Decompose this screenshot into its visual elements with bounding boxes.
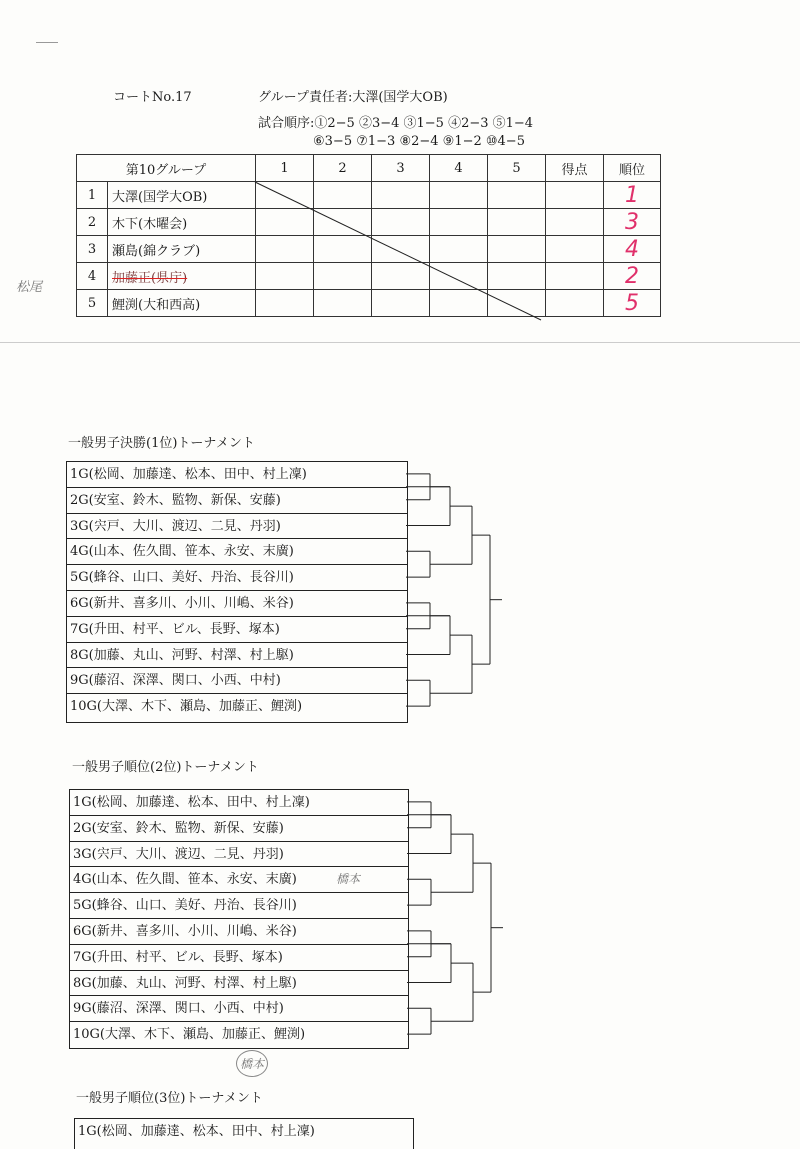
col-header: 5 bbox=[488, 155, 546, 182]
bracket-entry: 4G(山本、佐久間、笹本、永安、末廣) bbox=[70, 867, 408, 893]
group-leader: グループ責任者:大澤(国学大OB) bbox=[258, 90, 448, 105]
bracket-entry: 6G(新井、喜多川、小川、川嶋、米谷) bbox=[70, 919, 408, 945]
col-header: 4 bbox=[430, 155, 488, 182]
player-name: 木下(木曜会) bbox=[108, 209, 256, 236]
bracket-entry: 9G(藤沼、深澤、関口、小西、中村) bbox=[67, 668, 407, 694]
rank-value: 4 bbox=[604, 236, 661, 263]
tournament-2-title: 一般男子順位(2位)トーナメント bbox=[72, 760, 259, 775]
tournament-3-list bbox=[74, 1118, 414, 1149]
rank-value: 1 bbox=[604, 182, 661, 209]
bracket-entry: 9G(藤沼、深澤、関口、小西、中村) bbox=[70, 996, 408, 1022]
margin-note: 松尾 bbox=[16, 280, 43, 295]
col-header: 1 bbox=[256, 155, 314, 182]
row-number: 1 bbox=[77, 182, 108, 209]
col-header: 得点 bbox=[546, 155, 604, 182]
match-order-line-2: ⑥3−5 ⑦1−3 ⑧2−4 ⑨1−2 ⑩4−5 bbox=[313, 134, 525, 149]
bracket-entry: 6G(新井、喜多川、小川、川嶋、米谷) bbox=[67, 591, 407, 617]
tournament-1-bracket bbox=[406, 461, 506, 723]
bracket-entry: 3G(宍戸、大川、渡辺、二見、丹羽) bbox=[67, 514, 407, 540]
bracket-entry: 1G(松岡、加藤達、松本、田中、村上凜) bbox=[67, 462, 407, 488]
group-title: 第10グループ bbox=[77, 155, 256, 182]
rank-value: 3 bbox=[604, 209, 661, 236]
bracket-entry: 2G(安室、鈴木、監物、新保、安藤) bbox=[67, 488, 407, 514]
tournament-2-bracket bbox=[407, 789, 507, 1051]
player-name: 鯉渕(大和西高) bbox=[108, 290, 256, 317]
match-order-line-1: 試合順序:①2−5 ②3−4 ③1−5 ④2−3 ⑤1−4 bbox=[258, 116, 534, 131]
bracket-entry: 1G(松岡、加藤達、松本、田中、村上凜) bbox=[70, 790, 408, 816]
row-number: 3 bbox=[77, 236, 108, 263]
bracket-entry: 10G(大澤、木下、瀬島、加藤正、鯉渕) bbox=[73, 1027, 306, 1043]
col-header: 順位 bbox=[604, 155, 661, 182]
bracket-entry: 4G(山本、佐久間、笹本、永安、末廣) bbox=[67, 539, 407, 565]
row-number: 5 bbox=[77, 290, 108, 317]
court-number: コートNo.17 bbox=[113, 90, 192, 105]
bracket-entry: 5G(蜂谷、山口、美好、丹治、長谷川) bbox=[67, 565, 407, 591]
player-name: 瀬島(錦クラブ) bbox=[108, 236, 256, 263]
tournament-3-title: 一般男子順位(3位)トーナメント bbox=[76, 1091, 263, 1106]
bracket-entry: 1G(松岡、加藤達、松本、田中、村上凜) bbox=[78, 1124, 315, 1139]
bracket-entry: 8G(加藤、丸山、河野、村澤、村上駆) bbox=[67, 643, 407, 669]
tournament-2-list bbox=[69, 789, 409, 1049]
bracket-entry: 8G(加藤、丸山、河野、村澤、村上駆) bbox=[70, 971, 408, 997]
rank-value: 2 bbox=[604, 263, 661, 290]
bracket-entry: 2G(安室、鈴木、監物、新保、安藤) bbox=[70, 816, 408, 842]
bracket-entry: 5G(蜂谷、山口、美好、丹治、長谷川) bbox=[70, 893, 408, 919]
handwritten-circle-note: 橋本 bbox=[236, 1050, 268, 1077]
row-number: 2 bbox=[77, 209, 108, 236]
handwritten-note: 橋本 bbox=[336, 872, 361, 886]
col-header: 2 bbox=[314, 155, 372, 182]
rank-value: 5 bbox=[604, 290, 661, 317]
bracket-entry: 7G(升田、村平、ビル、長野、塚本) bbox=[67, 617, 407, 643]
tournament-1-title: 一般男子決勝(1位)トーナメント bbox=[68, 436, 255, 451]
diagonal-line bbox=[0, 0, 800, 400]
bracket-entry: 3G(宍戸、大川、渡辺、二見、丹羽) bbox=[70, 842, 408, 868]
bracket-entry: 10G(大澤、木下、瀬島、加藤正、鯉渕) bbox=[70, 699, 303, 715]
row-number: 4 bbox=[77, 263, 108, 290]
player-name: 大澤(国学大OB) bbox=[108, 182, 256, 209]
struck-name: 加藤正(県庁) bbox=[112, 270, 188, 286]
tournament-1-list bbox=[66, 461, 408, 723]
bracket-entry: 7G(升田、村平、ビル、長野、塚本) bbox=[70, 945, 408, 971]
col-header: 3 bbox=[372, 155, 430, 182]
